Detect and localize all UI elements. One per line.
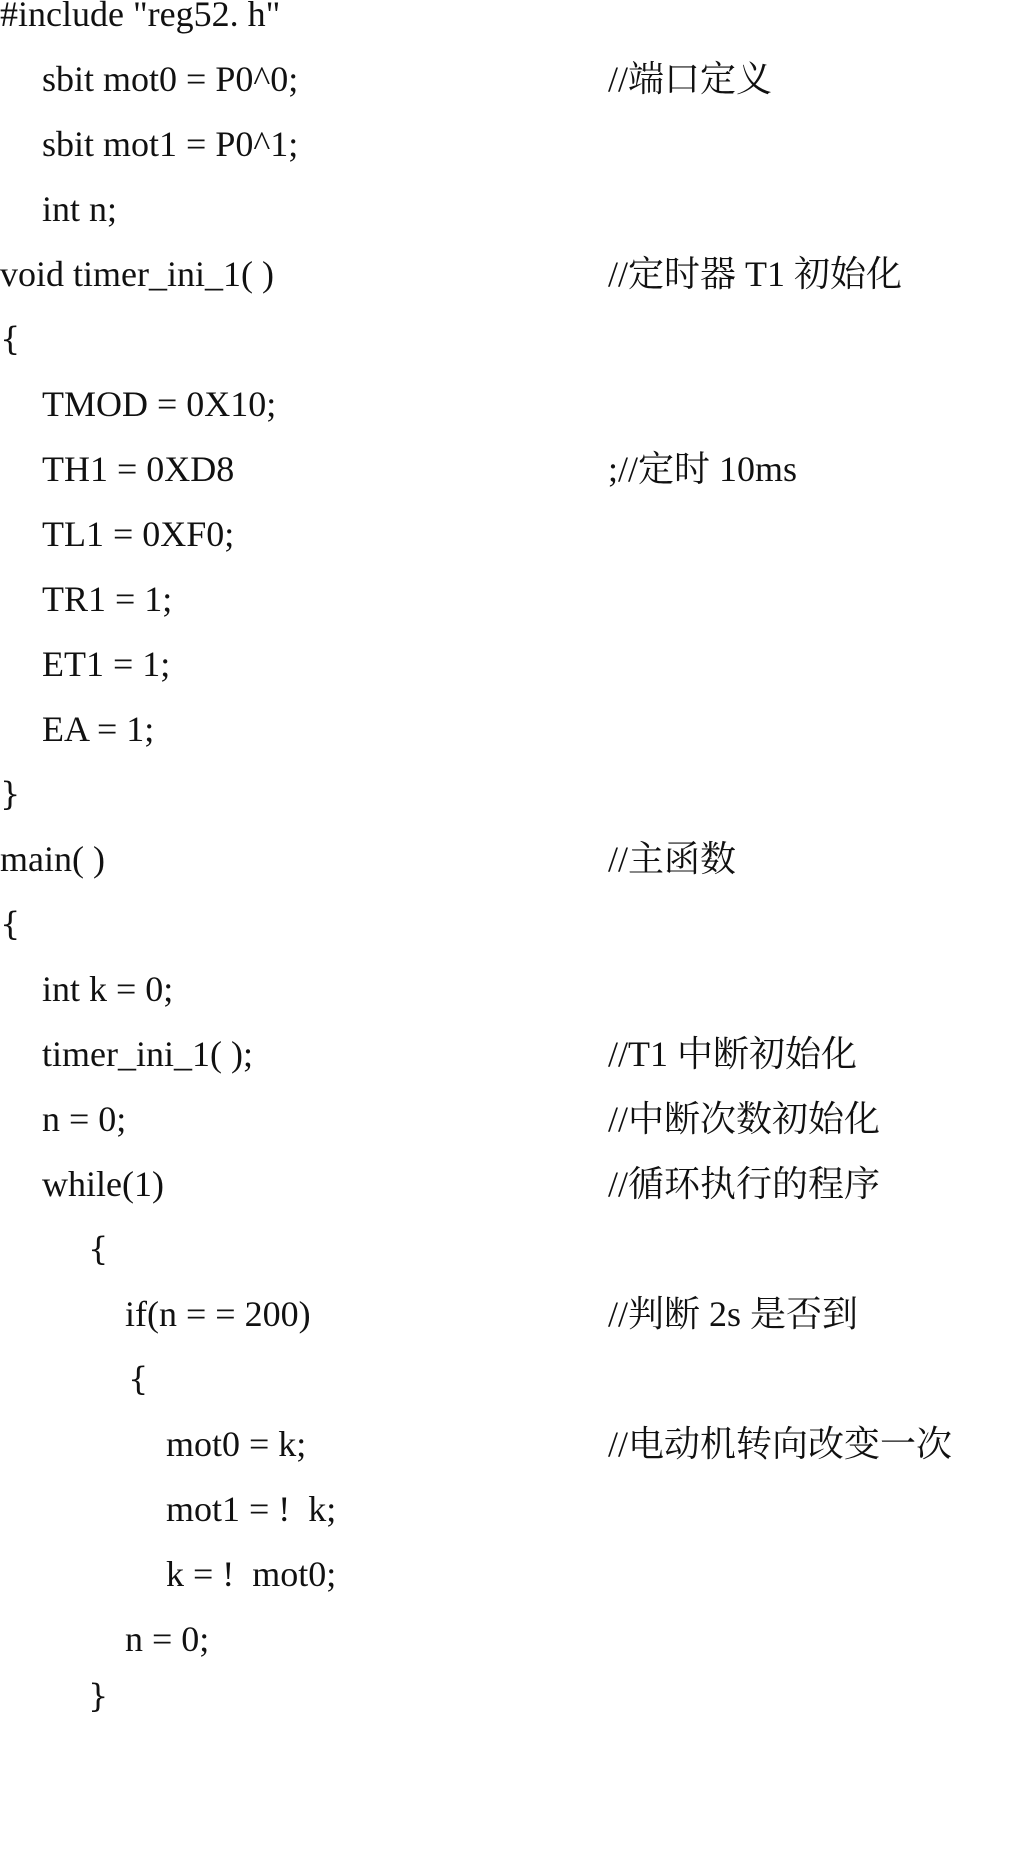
code-line: [0, 1152, 1026, 1216]
code-line: [0, 697, 1026, 761]
code-comment: ;//定时 10ms: [608, 449, 798, 489]
code-line: [0, 567, 1026, 631]
code-line: [0, 1664, 1026, 1728]
code-comment: //T1 中断初始化: [608, 1034, 857, 1074]
code-comment: //电动机转向改变一次: [608, 1424, 953, 1464]
code-text: int k = 0;: [42, 969, 174, 1009]
code-comment: //循环执行的程序: [608, 1164, 881, 1204]
code-text: timer_ini_1( );: [42, 1034, 253, 1074]
code-text: if(n = = 200): [125, 1294, 311, 1334]
code-text: void timer_ini_1( ): [0, 254, 274, 294]
code-text: TR1 = 1;: [42, 579, 173, 619]
code-line: [0, 437, 1026, 501]
code-text: n = 0;: [125, 1619, 210, 1659]
code-comment: //主函数: [608, 839, 737, 879]
code-line: [0, 1477, 1026, 1541]
code-line: [0, 1022, 1026, 1086]
code-text: mot0 = k;: [166, 1424, 307, 1464]
code-line: [0, 1282, 1026, 1346]
code-line: [0, 762, 1026, 826]
code-line: [0, 0, 1026, 46]
code-line: [0, 112, 1026, 176]
code-text: EA = 1;: [42, 709, 155, 749]
code-line: [0, 632, 1026, 696]
close-brace: }: [0, 775, 21, 813]
code-line: [0, 307, 1026, 371]
code-comment: //判断 2s 是否到: [608, 1294, 859, 1334]
code-line: [0, 372, 1026, 436]
code-text: TL1 = 0XF0;: [42, 514, 235, 554]
code-line: [0, 47, 1026, 111]
code-comment: //定时器 T1 初始化: [608, 254, 902, 294]
code-text: TMOD = 0X10;: [42, 384, 277, 424]
code-text: sbit mot1 = P0^1;: [42, 124, 299, 164]
code-line: [0, 1412, 1026, 1476]
code-text: mot1 = ! k;: [166, 1489, 337, 1529]
code-line: [0, 1217, 1026, 1281]
code-text: while(1): [42, 1164, 164, 1204]
code-text: sbit mot0 = P0^0;: [42, 59, 299, 99]
code-line: [0, 1542, 1026, 1606]
code-line: [0, 892, 1026, 956]
code-line: [0, 1347, 1026, 1411]
code-text: TH1 = 0XD8: [42, 449, 235, 489]
close-brace: }: [88, 1677, 109, 1715]
code-line: [0, 1607, 1026, 1671]
code-text: ET1 = 1;: [42, 644, 171, 684]
code-line: [0, 242, 1026, 306]
code-line: [0, 957, 1026, 1021]
code-text: k = ! mot0;: [166, 1554, 337, 1594]
open-brace: {: [128, 1360, 149, 1398]
code-comment: //中断次数初始化: [608, 1099, 881, 1139]
code-line: [0, 177, 1026, 241]
open-brace: {: [0, 320, 21, 358]
code-text: main( ): [0, 839, 105, 879]
code-line: [0, 502, 1026, 566]
code-text: int n;: [42, 189, 118, 229]
code-line: [0, 827, 1026, 891]
open-brace: {: [0, 905, 21, 943]
code-text: #include "reg52. h": [0, 0, 281, 34]
code-text: n = 0;: [42, 1099, 127, 1139]
code-line: [0, 1087, 1026, 1151]
open-brace: {: [88, 1230, 109, 1268]
code-comment: //端口定义: [608, 59, 773, 99]
